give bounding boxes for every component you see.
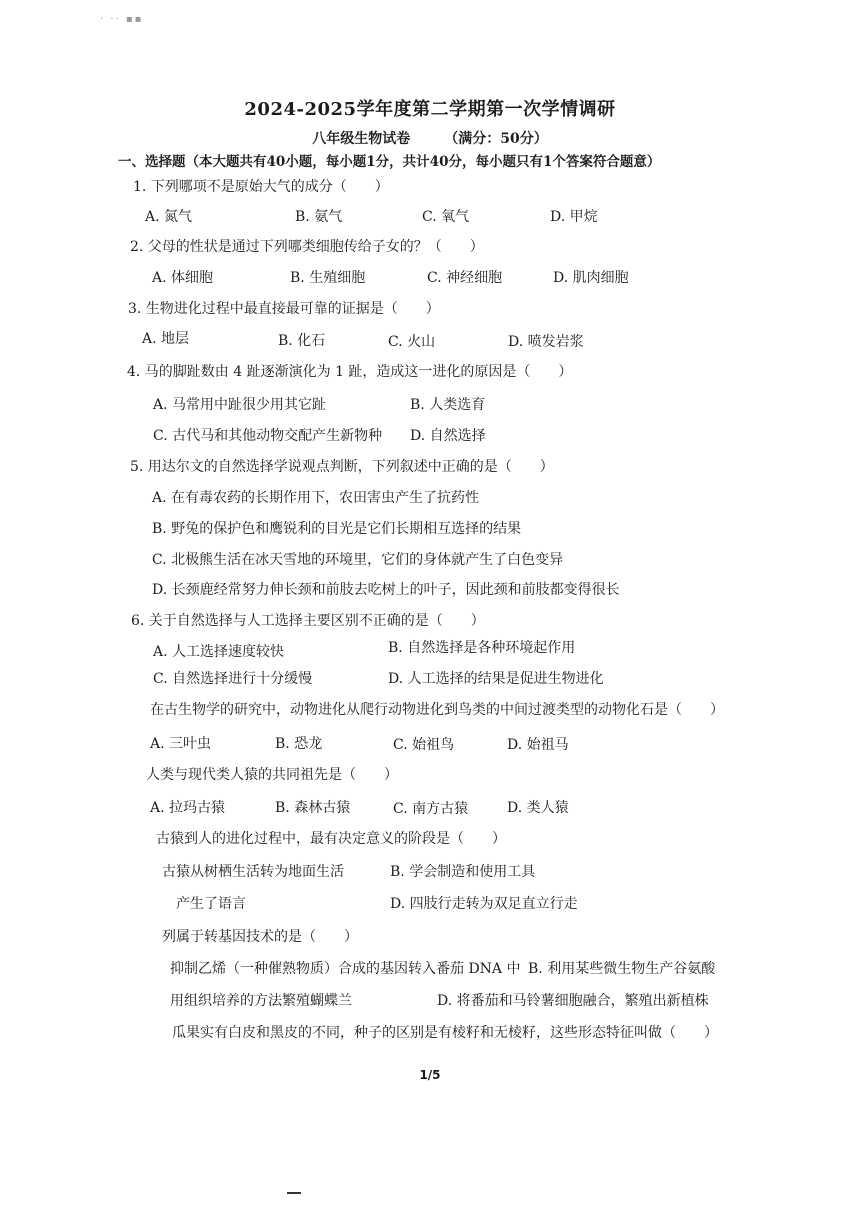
question-6-option-d: D. 人工选择的结果是促进生物进化 (388, 671, 604, 687)
question-6-option-a: A. 人工选择速度较快 (153, 644, 285, 660)
question-8-option-d: D. 类人猿 (507, 800, 569, 816)
question-3-option-a: A. 地层 (142, 331, 190, 347)
question-4-option-d: D. 自然选择 (410, 428, 486, 444)
question-8-option-a: A. 拉玛古猿 (150, 800, 226, 816)
question-9-option-d: D. 四肢行走转为双足直立行走 (390, 896, 578, 912)
page-number: 1/5 (419, 1068, 441, 1082)
question-8-stem: 人类与现代类人猿的共同祖先是（ ） (146, 767, 398, 783)
question-2-option-c: C. 神经细胞 (427, 270, 503, 286)
question-7-option-b: B. 恐龙 (275, 736, 323, 752)
question-10-option-b: B. 利用某些微生物生产谷氨酸 (528, 961, 716, 977)
question-5-option-b: B. 野兔的保护色和鹰锐利的目光是它们长期相互选择的结果 (152, 521, 522, 537)
question-6-option-c: C. 自然选择进行十分缓慢 (153, 671, 313, 687)
question-9-option-a: 古猿从树栖生活转为地面生活 (162, 864, 344, 880)
question-7-option-c: C. 始祖鸟 (393, 737, 455, 753)
question-4-option-c: C. 古代马和其他动物交配产生新物种 (153, 428, 383, 444)
question-1-option-b: B. 氨气 (295, 209, 343, 225)
question-1-option-c: C. 氧气 (422, 209, 470, 225)
question-10-stem: 列属于转基因技术的是（ ） (162, 929, 358, 945)
question-2-option-b: B. 生殖细胞 (290, 270, 366, 286)
question-2-option-a: A. 体细胞 (152, 270, 214, 286)
question-4-option-b: B. 人类选育 (410, 397, 486, 413)
scan-mark (287, 1192, 301, 1194)
question-4-stem: 4. 马的脚趾数由 4 趾逐渐演化为 1 趾，造成这一进化的原因是（ ） (127, 364, 573, 380)
question-5-stem: 5. 用达尔文的自然选择学说观点判断，下列叙述中正确的是（ ） (130, 459, 554, 475)
question-7-stem: 在古生物学的研究中，动物进化从爬行动物进化到鸟类的中间过渡类型的动物化石是（ ） (150, 702, 724, 718)
grade-subject: 八年级生物试卷 (312, 131, 411, 147)
question-11-stem: 瓜果实有白皮和黑皮的不同，种子的区别是有棱籽和无棱籽，这些形态特征叫做（ ） (172, 1025, 718, 1041)
corner-mark: · ·· ▪▪ (100, 14, 144, 25)
question-9-stem: 古猿到人的进化过程中，最有决定意义的阶段是（ ） (156, 831, 506, 847)
question-7-option-a: A. 三叶虫 (150, 736, 212, 752)
section-heading: 一、选择题（本大题共有40小题，每小题1分，共计40分，每小题只有1个答案符合题意） (118, 154, 661, 170)
question-8-option-b: B. 森林古猿 (275, 800, 351, 816)
question-5-option-d: D. 长颈鹿经常努力伸长颈和前肢去吃树上的叶子，因此颈和前肢都变得很长 (152, 582, 620, 598)
question-2-stem: 2. 父母的性状是通过下列哪类细胞传给子女的？（ ） (130, 239, 484, 255)
question-3-stem: 3. 生物进化过程中最直接最可靠的证据是（ ） (128, 301, 440, 317)
question-9-option-b: B. 学会制造和使用工具 (390, 864, 536, 880)
question-7-option-d: D. 始祖马 (507, 737, 569, 753)
question-10-option-a: 抑制乙烯（一种催熟物质）合成的基因转入番茄 DNA 中 (170, 961, 521, 977)
question-10-option-c: 用组织培养的方法繁殖蝴蝶兰 (170, 993, 352, 1009)
question-1-option-a: A. 氮气 (145, 209, 193, 225)
question-10-option-d: D. 将番茄和马铃薯细胞融合，繁殖出新植株 (437, 993, 709, 1009)
question-1-stem: 1. 下列哪项不是原始大气的成分（ ） (133, 179, 389, 195)
question-2-option-d: D. 肌肉细胞 (553, 270, 629, 286)
exam-subtitle (0, 128, 860, 148)
question-3-option-b: B. 化石 (278, 333, 326, 349)
question-3-option-d: D. 喷发岩浆 (508, 334, 584, 350)
question-9-option-c: 产生了语言 (176, 896, 246, 912)
question-4-option-a: A. 马常用中趾很少用其它趾 (153, 397, 327, 413)
question-8-option-c: C. 南方古猿 (393, 801, 469, 817)
question-6-option-b: B. 自然选择是各种环境起作用 (388, 640, 576, 656)
question-5-option-a: A. 在有毒农药的长期作用下，农田害虫产生了抗药性 (152, 490, 480, 506)
question-6-stem: 6. 关于自然选择与人工选择主要区别不正确的是（ ） (131, 613, 485, 629)
question-1-option-d: D. 甲烷 (550, 209, 598, 225)
exam-title: 2024-2025学年度第二学期第一次学情调研 (244, 99, 616, 120)
question-5-option-c: C. 北极熊生活在冰天雪地的环境里，它们的身体就产生了白色变异 (152, 552, 564, 568)
question-3-option-c: C. 火山 (388, 334, 436, 350)
full-score: （满分：50分） (444, 131, 548, 147)
